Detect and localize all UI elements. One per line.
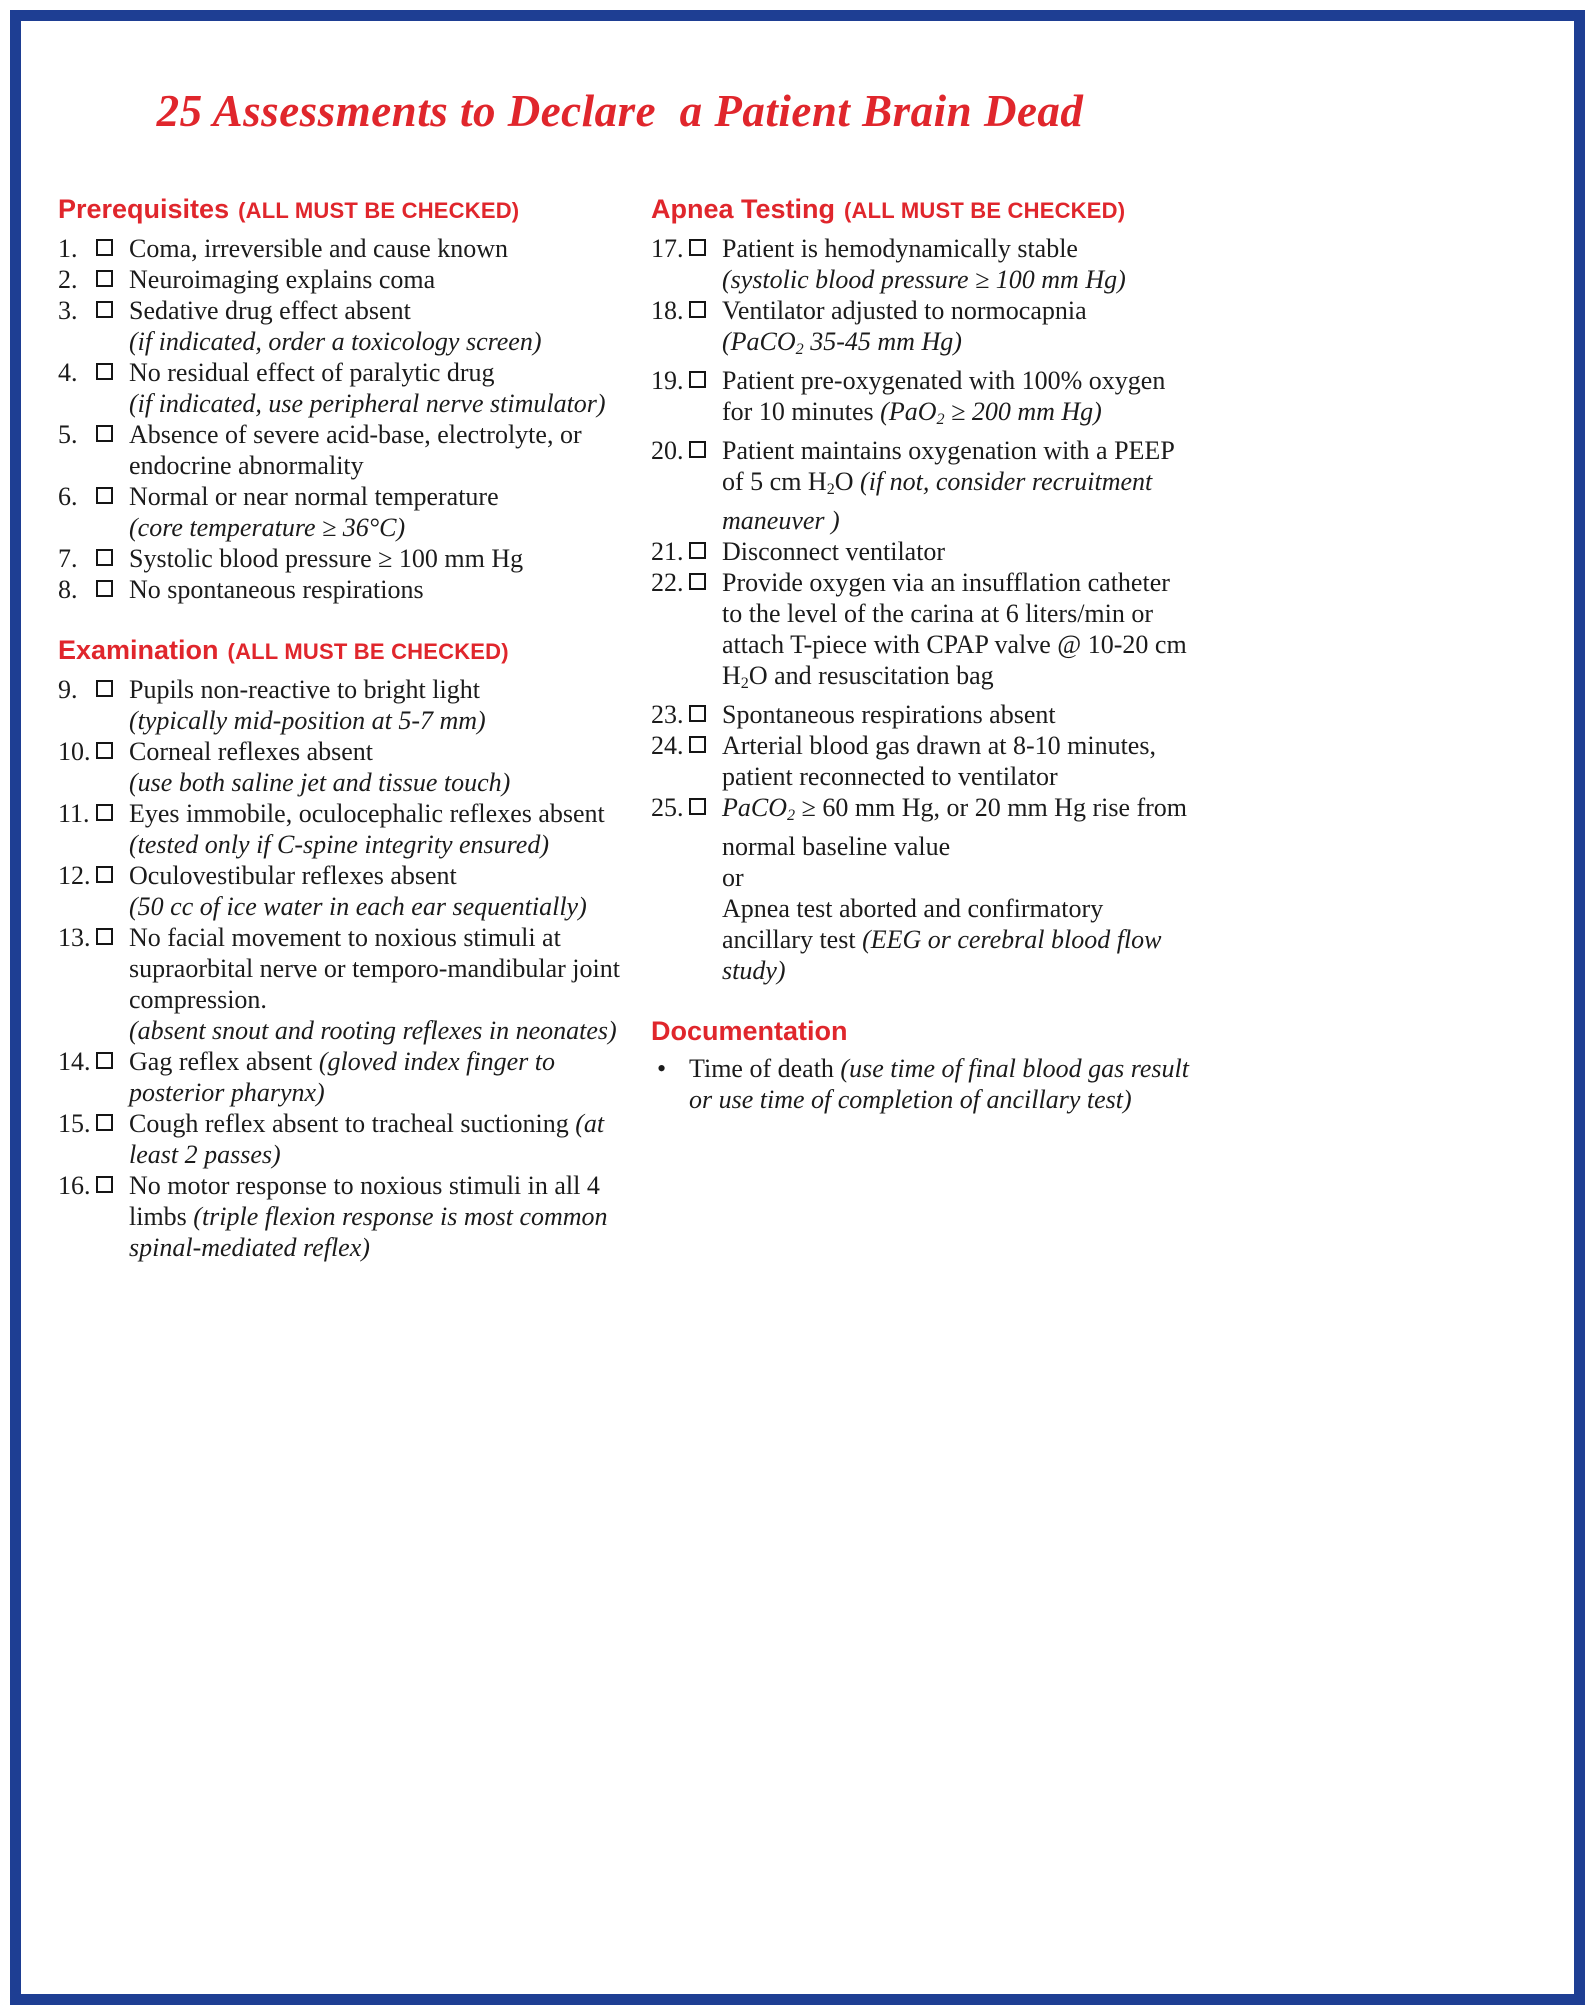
checklist-item <box>58 1108 623 1170</box>
checklist-item <box>58 543 623 574</box>
section-heading-note: (ALL MUST BE CHECKED) <box>844 197 1126 223</box>
checklist-item <box>58 295 623 357</box>
item-text-run: Normal or near normal temperature <box>129 481 499 511</box>
item-text <box>129 860 623 922</box>
checklist-item <box>651 567 1196 699</box>
checkbox[interactable] <box>689 441 706 458</box>
page-title: 25 Assessments to Declare a Patient Brain Dead <box>156 86 1084 136</box>
item-number: 6. <box>58 481 78 511</box>
item-text <box>722 435 1196 536</box>
item-note-run: (absent snout and rooting reflexes in neonates) <box>129 1015 617 1045</box>
checkbox[interactable] <box>96 1176 113 1193</box>
checklist-item <box>58 736 623 798</box>
item-number: 18. <box>651 295 684 325</box>
checkbox[interactable] <box>96 804 113 821</box>
item-text-run: No motor response to noxious stimuli in all 4 limbs <box>129 1170 600 1231</box>
checkbox[interactable] <box>96 270 113 287</box>
item-note-run: (if indicated, use peripheral nerve stimulator) <box>129 388 606 418</box>
section-documentation <box>651 1014 1196 1115</box>
section-heading <box>651 1014 1196 1048</box>
item-note-run: (triple flexion response is most common spinal-mediated reflex) <box>129 1201 608 1262</box>
item-text <box>129 543 623 574</box>
checkbox[interactable] <box>96 363 113 380</box>
section-heading-text: Apnea Testing <box>651 193 836 224</box>
item-text-run: Cough reflex absent to tracheal suctioning <box>129 1108 576 1138</box>
item-text-run: Patient is hemodynamically stable <box>722 233 1078 263</box>
item-text-run: Time of death <box>689 1053 841 1083</box>
item-text-run: Neuroimaging explains coma <box>129 264 436 294</box>
section-examination <box>58 633 623 1263</box>
item-number: 7. <box>58 543 78 573</box>
checklist-item <box>651 295 1196 365</box>
checkbox[interactable] <box>96 1052 113 1069</box>
checklist-item <box>651 699 1196 730</box>
checkbox[interactable] <box>96 680 113 697</box>
item-note-run: (at least 2 passes) <box>129 1108 605 1169</box>
item-text-run: No spontaneous respirations <box>129 574 424 604</box>
item-text-run: Provide oxygen via an insufflation catheter to the level of the carina at 6 liters/min or attach T-piece with CPAP valve @ 10-20 cm H <box>722 567 1187 690</box>
item-note-run: 2 <box>936 410 945 428</box>
item-text-run: Patient maintains oxygenation with a PEEP of 5 cm H <box>722 435 1174 496</box>
checklist-item <box>58 357 623 419</box>
item-note-run: 35-45 mm Hg) <box>803 326 962 356</box>
item-text-run: O <box>834 466 861 496</box>
item-note-run: (gloved index finger to posterior pharynx) <box>129 1046 555 1107</box>
item-text <box>129 574 623 605</box>
checklist-item <box>58 798 623 860</box>
item-text-run: 2 <box>826 480 835 498</box>
checkbox[interactable] <box>689 301 706 318</box>
item-number: 25. <box>651 792 684 822</box>
item-text <box>689 1053 1196 1115</box>
item-note-run: (use both saline jet and tissue touch) <box>129 767 511 797</box>
item-text <box>129 1108 623 1170</box>
item-number: 15. <box>58 1108 91 1138</box>
section-heading <box>58 633 623 669</box>
item-number: 11. <box>58 798 90 828</box>
item-number: 3. <box>58 295 78 325</box>
checkbox[interactable] <box>96 487 113 504</box>
checkbox[interactable] <box>689 239 706 256</box>
item-text-run: No residual effect of paralytic drug <box>129 357 495 387</box>
item-number: 19. <box>651 365 684 395</box>
item-text <box>129 233 623 264</box>
item-text <box>129 736 623 798</box>
item-text-run: Absence of severe acid-base, electrolyte, or endocrine abnormality <box>129 419 582 480</box>
item-text-run: Eyes immobile, oculocephalic reflexes absent <box>129 798 605 828</box>
checklist-item <box>651 435 1196 536</box>
item-note-run: (PaCO <box>722 326 796 356</box>
item-note-run: (use time of final blood gas result or use time of completion of ancillary test) <box>689 1053 1189 1114</box>
checklist-item <box>58 674 623 736</box>
item-text <box>722 792 1196 986</box>
item-text-run: ≥ 60 mm Hg, or 20 mm Hg rise from normal baseline value <box>722 792 1188 861</box>
item-text <box>129 357 623 419</box>
item-text <box>129 922 623 1046</box>
item-note-run: PaCO <box>722 792 787 822</box>
item-text-run: 2 <box>740 674 749 692</box>
item-number: 17. <box>651 233 684 263</box>
item-text <box>722 536 1196 567</box>
item-note-run: (PaO <box>880 396 937 426</box>
item-text-run: Corneal reflexes absent <box>129 736 374 766</box>
section-prerequisites <box>58 192 623 605</box>
checkbox[interactable] <box>689 573 706 590</box>
item-number: 12. <box>58 860 91 890</box>
item-note-run: 2 <box>795 340 804 358</box>
item-number: 10. <box>58 736 91 766</box>
checkbox[interactable] <box>96 742 113 759</box>
item-text-run: Spontaneous respirations absent <box>722 699 1056 729</box>
checkbox[interactable] <box>96 549 113 566</box>
item-number: 8. <box>58 574 78 604</box>
item-number: 24. <box>651 730 684 760</box>
checkbox[interactable] <box>689 736 706 753</box>
section-heading-text: Prerequisites <box>58 193 230 224</box>
item-note-run: 2 <box>787 806 796 824</box>
item-number: 4. <box>58 357 78 387</box>
item-text-run: No facial movement to noxious stimuli at supraorbital nerve or temporo-mandibular joint compression. <box>129 922 620 1014</box>
checklist-item <box>58 233 623 264</box>
section-heading-text: Examination <box>58 634 219 665</box>
checklist-item <box>651 233 1196 295</box>
checkbox[interactable] <box>689 705 706 722</box>
item-text <box>722 567 1196 699</box>
item-number: 16. <box>58 1170 91 1200</box>
item-text-run: Sedative drug effect absent <box>129 295 411 325</box>
checklist-item <box>651 730 1196 792</box>
section-apnea-testing <box>651 192 1196 986</box>
item-text-run: Gag reflex absent <box>129 1046 319 1076</box>
section-heading <box>58 192 623 228</box>
item-text-run: Apnea test aborted and confirmatory ancillary test <box>722 893 1104 954</box>
checklist-item <box>58 860 623 922</box>
checklist-item <box>58 574 623 605</box>
page <box>58 86 1189 1263</box>
item-number: 21. <box>651 536 684 566</box>
checklist-item <box>651 792 1196 986</box>
item-note-run: (core temperature ≥ 36°C) <box>129 512 406 542</box>
column-left <box>58 192 623 1263</box>
section-heading-note: (ALL MUST BE CHECKED) <box>227 638 509 664</box>
checklist-item <box>651 1053 1196 1115</box>
item-text <box>722 233 1196 295</box>
item-text-run: Patient pre-oxygenated with 100% oxygen for 10 minutes <box>722 365 1166 426</box>
item-text <box>722 730 1196 792</box>
section-heading <box>651 192 1196 228</box>
item-text <box>129 295 623 357</box>
item-text-run: Disconnect ventilator <box>722 536 946 566</box>
item-text <box>129 419 623 481</box>
item-number: 5. <box>58 419 78 449</box>
item-text <box>129 481 623 543</box>
section-heading-text: Documentation <box>651 1015 848 1046</box>
item-number: 23. <box>651 699 684 729</box>
item-text-run: O and resuscitation bag <box>748 660 994 690</box>
checklist-item <box>58 264 623 295</box>
checkbox[interactable] <box>96 425 113 442</box>
checklist-item <box>58 1046 623 1108</box>
checkbox[interactable] <box>96 928 113 945</box>
item-number: 9. <box>58 674 78 704</box>
item-number: 22. <box>651 567 684 597</box>
item-note-run: (systolic blood pressure ≥ 100 mm Hg) <box>722 264 1126 294</box>
checklist-item <box>58 481 623 543</box>
checkbox[interactable] <box>689 798 706 815</box>
checkbox[interactable] <box>96 580 113 597</box>
column-right <box>651 192 1196 1115</box>
item-text <box>129 1170 623 1263</box>
item-text <box>129 674 623 736</box>
item-text-run: Systolic blood pressure ≥ 100 mm Hg <box>129 543 524 573</box>
item-note-run: (if not, consider recruitment maneuver ) <box>722 466 1153 535</box>
item-note-run: (50 cc of ice water in each ear sequentially) <box>129 891 587 921</box>
item-text <box>722 365 1196 435</box>
checkbox[interactable] <box>689 542 706 559</box>
section-heading-note: (ALL MUST BE CHECKED) <box>238 197 520 223</box>
item-text-run: Pupils non-reactive to bright light <box>129 674 480 704</box>
item-text-run: Arterial blood gas drawn at 8-10 minutes, patient reconnected to ventilator <box>722 730 1156 791</box>
item-number: 14. <box>58 1046 91 1076</box>
item-text <box>722 295 1196 365</box>
item-note-run: ≥ 200 mm Hg) <box>944 396 1102 426</box>
checklist-item <box>58 1170 623 1263</box>
item-text <box>129 1046 623 1108</box>
checkbox[interactable] <box>96 1114 113 1131</box>
checklist-item <box>651 536 1196 567</box>
checkbox[interactable] <box>96 239 113 256</box>
item-number: 2. <box>58 264 78 294</box>
item-number: 13. <box>58 922 91 952</box>
checklist-item <box>58 419 623 481</box>
item-number: 1. <box>58 233 78 263</box>
checkbox[interactable] <box>689 371 706 388</box>
item-text-run: or <box>722 862 744 892</box>
item-text-run: Coma, irreversible and cause known <box>129 233 509 263</box>
item-number: 20. <box>651 435 684 465</box>
item-note-run: (EEG or cerebral blood flow study) <box>722 924 1162 985</box>
item-bullet: • <box>657 1053 667 1083</box>
checklist-item <box>651 365 1196 435</box>
item-text-run: Oculovestibular reflexes absent <box>129 860 457 890</box>
item-note-run: (typically mid-position at 5-7 mm) <box>129 705 486 735</box>
item-text-run: Ventilator adjusted to normocapnia <box>722 295 1087 325</box>
item-text <box>722 699 1196 730</box>
checkbox[interactable] <box>96 866 113 883</box>
item-text <box>129 798 623 860</box>
item-note-run: (if indicated, order a toxicology screen) <box>129 326 542 356</box>
columns <box>58 192 1189 1263</box>
checkbox[interactable] <box>96 301 113 318</box>
item-note-run: (tested only if C-spine integrity ensured) <box>129 829 549 859</box>
item-text <box>129 264 623 295</box>
checklist-item <box>58 922 623 1046</box>
